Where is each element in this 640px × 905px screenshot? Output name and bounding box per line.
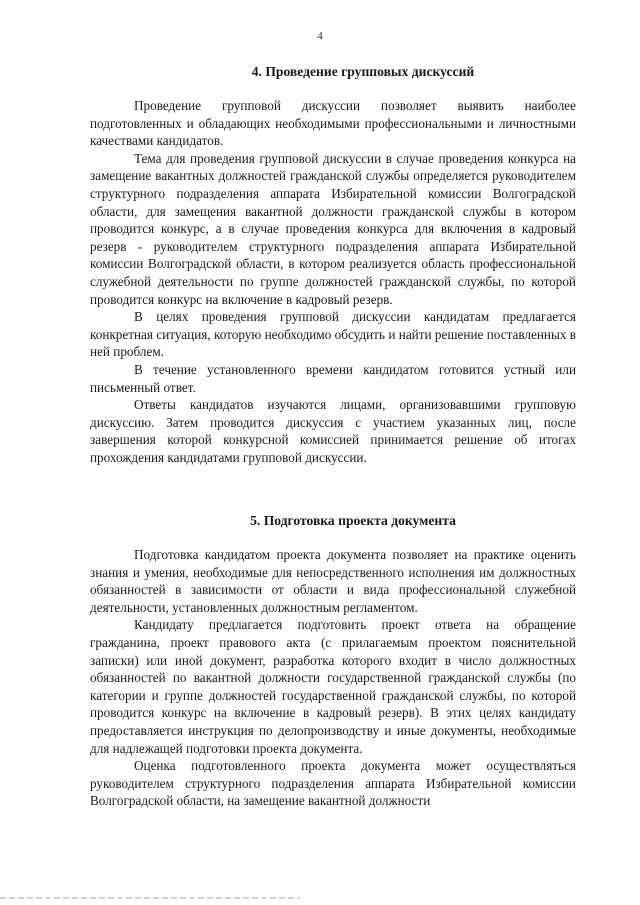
section-5-body	[90, 546, 576, 810]
section-4-title: 4. Проведение групповых дискуссий	[251, 64, 475, 79]
section-5-paragraph: Оценка подготовленного проекта документа может осуществляться руководителем структурного подразделения аппарата Избирательной комиссии Волгоградской области, на замещение вакантной должности	[90, 758, 576, 809]
section-5-title: 5. Подготовка проекта документа	[250, 513, 456, 528]
page-number: 4	[317, 30, 323, 42]
section-4-paragraph: Ответы кандидатов изучаются лицами, организовавшими групповую дискуссию. Затем проводится дискуссия с участием указанных лиц, после завершения которой конкурсной комиссией принимается решение об итогах прохождения кандидатами групповой дискуссии.	[90, 397, 576, 465]
section-4-paragraph: Проведение групповой дискуссии позволяет выявить наиболее подготовленных и обладающих необходимыми профессиональными и личностными качествами кандидатов.	[90, 98, 576, 149]
scan-artifact-line	[0, 897, 300, 899]
section-4-paragraph: В целях проведения групповой дискуссии кандидатам предлагается конкретная ситуация, которую необходимо обсудить и найти решение поставленных в ней проблем.	[90, 309, 576, 360]
section-4-paragraph: В течение установленного времени кандидатом готовится устный или письменный ответ.	[90, 361, 576, 395]
section-5-paragraph: Подготовка кандидатом проекта документа позволяет на практике оценить знания и умения, необходимые для непосредственного исполнения им должностных обязанностей в зависимости от области и вида профессиональной служебной деятельности, установленных должностным регламентом.	[90, 547, 576, 615]
section-4-paragraph: Тема для проведения групповой дискуссии в случае проведения конкурса на замещение вакантных должностей гражданской службы определяется руководителем структурного подразделения аппарата Избирательной комиссии Волгоградской области, для замещения вакантной должности гражданской службы в котором проводится конкурс, а в случае проведения конкурса для включения в кадровый резерв - руководителем структурного подразделения аппарата Избирательной комиссии Волгоградской области, в котором реализуется область профессиональной служебной деятельности по группе должностей гражданской службы, по которой проводится конкурс на включение в кадровый резерв.	[90, 150, 576, 307]
section-4-body	[90, 97, 576, 466]
section-5-paragraph: Кандидату предлагается подготовить проект ответа на обращение гражданина, проект правового акта (с прилагаемым проектом пояснительной записки) или иной документ, разработка которого входит в число должностных обязанностей по вакантной должности государственной гражданской службы (по категории и группе должностей государственной гражданской службы, по которой проводится конкурс на включение в кадровый резерв). В этих целях кандидату предоставляется инструкция по делопроизводству и иные документы, необходимые для надлежащей подготовки проекта документа.	[90, 617, 576, 756]
